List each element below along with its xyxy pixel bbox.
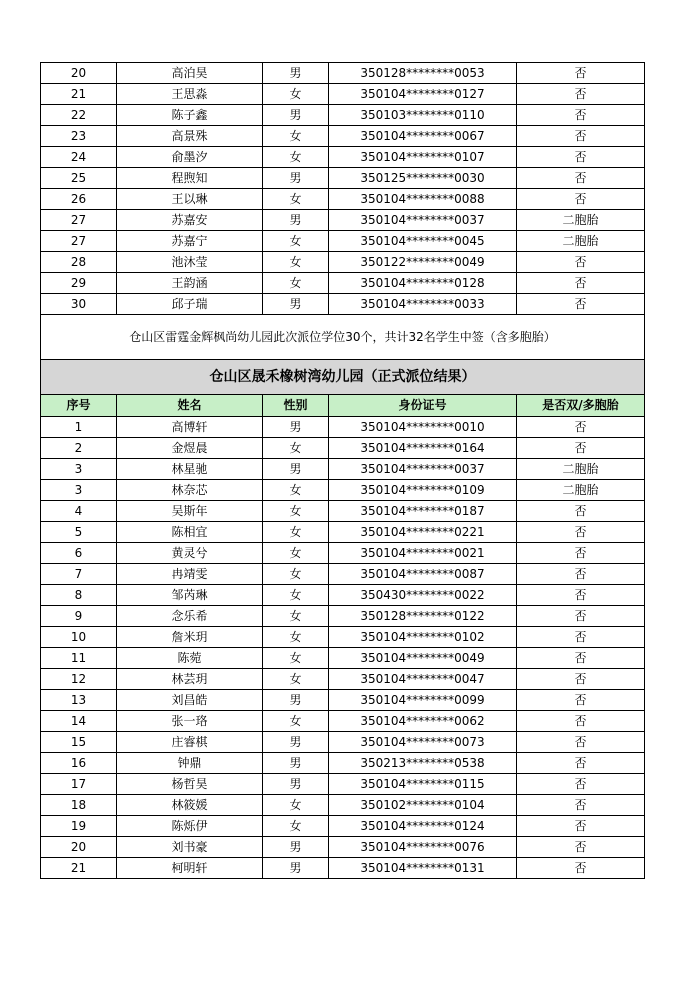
cell-seq: 4 <box>41 501 117 522</box>
cell-id: 350213********0538 <box>329 753 517 774</box>
cell-twins: 否 <box>517 147 645 168</box>
cell-id: 350104********0115 <box>329 774 517 795</box>
cell-twins: 否 <box>517 774 645 795</box>
cell-id: 350103********0110 <box>329 105 517 126</box>
cell-id: 350128********0053 <box>329 63 517 84</box>
cell-name: 陈相宜 <box>117 522 263 543</box>
cell-name: 林奈芯 <box>117 480 263 501</box>
cell-twins: 二胞胎 <box>517 459 645 480</box>
cell-twins: 否 <box>517 105 645 126</box>
cell-seq: 9 <box>41 606 117 627</box>
cell-name: 黄灵兮 <box>117 543 263 564</box>
table-row <box>41 837 645 858</box>
cell-twins: 否 <box>517 606 645 627</box>
results-table <box>40 62 645 879</box>
cell-gender: 女 <box>263 147 329 168</box>
cell-twins: 否 <box>517 273 645 294</box>
cell-seq: 3 <box>41 480 117 501</box>
table-row <box>41 210 645 231</box>
cell-name: 杨哲昊 <box>117 774 263 795</box>
cell-seq: 11 <box>41 648 117 669</box>
table-row <box>41 564 645 585</box>
cell-name: 王思淼 <box>117 84 263 105</box>
table-row <box>41 231 645 252</box>
table-row <box>41 795 645 816</box>
cell-id: 350104********0187 <box>329 501 517 522</box>
cell-seq: 2 <box>41 438 117 459</box>
section-title: 仓山区晟禾橡树湾幼儿园（正式派位结果） <box>41 360 645 395</box>
cell-twins: 否 <box>517 84 645 105</box>
cell-seq: 18 <box>41 795 117 816</box>
cell-seq: 23 <box>41 126 117 147</box>
cell-id: 350104********0037 <box>329 210 517 231</box>
cell-seq: 12 <box>41 669 117 690</box>
cell-id: 350102********0104 <box>329 795 517 816</box>
header-name: 姓名 <box>117 395 263 417</box>
table-row <box>41 627 645 648</box>
cell-name: 念乐希 <box>117 606 263 627</box>
cell-twins: 否 <box>517 126 645 147</box>
cell-id: 350104********0033 <box>329 294 517 315</box>
cell-seq: 26 <box>41 189 117 210</box>
cell-gender: 男 <box>263 168 329 189</box>
cell-name: 刘书豪 <box>117 837 263 858</box>
cell-seq: 30 <box>41 294 117 315</box>
table-row <box>41 147 645 168</box>
cell-seq: 1 <box>41 417 117 438</box>
cell-gender: 女 <box>263 711 329 732</box>
cell-twins: 否 <box>517 816 645 837</box>
table-row <box>41 480 645 501</box>
cell-gender: 女 <box>263 501 329 522</box>
cell-id: 350104********0109 <box>329 480 517 501</box>
header-row <box>41 395 645 417</box>
cell-name: 陈子鑫 <box>117 105 263 126</box>
cell-gender: 女 <box>263 273 329 294</box>
cell-twins: 否 <box>517 417 645 438</box>
cell-name: 苏嘉宁 <box>117 231 263 252</box>
cell-twins: 二胞胎 <box>517 480 645 501</box>
cell-name: 吴斯年 <box>117 501 263 522</box>
cell-gender: 女 <box>263 606 329 627</box>
cell-id: 350128********0122 <box>329 606 517 627</box>
cell-twins: 否 <box>517 837 645 858</box>
cell-gender: 男 <box>263 858 329 879</box>
cell-id: 350104********0047 <box>329 669 517 690</box>
cell-twins: 否 <box>517 858 645 879</box>
cell-twins: 否 <box>517 711 645 732</box>
cell-id: 350104********0073 <box>329 732 517 753</box>
cell-name: 邹芮琳 <box>117 585 263 606</box>
cell-gender: 男 <box>263 732 329 753</box>
cell-name: 邱子瑞 <box>117 294 263 315</box>
cell-twins: 否 <box>517 795 645 816</box>
cell-twins: 否 <box>517 543 645 564</box>
cell-gender: 女 <box>263 648 329 669</box>
cell-id: 350104********0037 <box>329 459 517 480</box>
table-row <box>41 168 645 189</box>
cell-id: 350430********0022 <box>329 585 517 606</box>
header-gender: 性别 <box>263 395 329 417</box>
prev-kindergarten-rows <box>41 63 645 315</box>
cell-twins: 二胞胎 <box>517 231 645 252</box>
cell-name: 金煜晨 <box>117 438 263 459</box>
cell-twins: 否 <box>517 63 645 84</box>
table-row <box>41 105 645 126</box>
cell-name: 苏嘉安 <box>117 210 263 231</box>
cell-twins: 否 <box>517 669 645 690</box>
cell-id: 350104********0088 <box>329 189 517 210</box>
table-row <box>41 606 645 627</box>
table-row <box>41 732 645 753</box>
cell-name: 林芸玥 <box>117 669 263 690</box>
cell-name: 柯明轩 <box>117 858 263 879</box>
cell-id: 350122********0049 <box>329 252 517 273</box>
cell-gender: 女 <box>263 231 329 252</box>
cell-gender: 女 <box>263 84 329 105</box>
header-id: 身份证号 <box>329 395 517 417</box>
cell-seq: 17 <box>41 774 117 795</box>
cell-name: 林星驰 <box>117 459 263 480</box>
cell-gender: 女 <box>263 669 329 690</box>
section-title-row <box>41 360 645 395</box>
cell-gender: 男 <box>263 294 329 315</box>
cell-gender: 男 <box>263 753 329 774</box>
cell-seq: 21 <box>41 858 117 879</box>
cell-id: 350104********0221 <box>329 522 517 543</box>
cell-gender: 男 <box>263 690 329 711</box>
cell-id: 350104********0124 <box>329 816 517 837</box>
cell-seq: 29 <box>41 273 117 294</box>
cell-name: 林筱媛 <box>117 795 263 816</box>
cell-gender: 女 <box>263 795 329 816</box>
cell-name: 陈烁伊 <box>117 816 263 837</box>
header-seq: 序号 <box>41 395 117 417</box>
cell-name: 高泊昊 <box>117 63 263 84</box>
cell-id: 350104********0102 <box>329 627 517 648</box>
cell-id: 350104********0087 <box>329 564 517 585</box>
cell-gender: 女 <box>263 438 329 459</box>
cell-gender: 男 <box>263 417 329 438</box>
cell-id: 350104********0099 <box>329 690 517 711</box>
table-row <box>41 273 645 294</box>
cell-twins: 否 <box>517 627 645 648</box>
cell-name: 池沐莹 <box>117 252 263 273</box>
cell-gender: 女 <box>263 816 329 837</box>
cell-id: 350104********0128 <box>329 273 517 294</box>
cell-seq: 16 <box>41 753 117 774</box>
cell-seq: 20 <box>41 837 117 858</box>
cell-name: 王韵涵 <box>117 273 263 294</box>
cell-twins: 否 <box>517 168 645 189</box>
cell-gender: 女 <box>263 564 329 585</box>
table-row <box>41 63 645 84</box>
cell-twins: 否 <box>517 732 645 753</box>
cell-gender: 女 <box>263 126 329 147</box>
cell-id: 350104********0021 <box>329 543 517 564</box>
cell-twins: 否 <box>517 252 645 273</box>
cell-seq: 14 <box>41 711 117 732</box>
cell-name: 程煦知 <box>117 168 263 189</box>
table-row <box>41 774 645 795</box>
cell-gender: 女 <box>263 522 329 543</box>
cell-seq: 10 <box>41 627 117 648</box>
results-sheet <box>40 62 644 879</box>
cell-gender: 女 <box>263 480 329 501</box>
cell-seq: 8 <box>41 585 117 606</box>
cell-twins: 否 <box>517 294 645 315</box>
cell-twins: 否 <box>517 189 645 210</box>
table-row <box>41 294 645 315</box>
cell-seq: 6 <box>41 543 117 564</box>
cell-twins: 否 <box>517 564 645 585</box>
cell-name: 冉靖雯 <box>117 564 263 585</box>
table-row <box>41 585 645 606</box>
table-row <box>41 543 645 564</box>
cell-seq: 15 <box>41 732 117 753</box>
table-row <box>41 690 645 711</box>
cell-seq: 3 <box>41 459 117 480</box>
cell-gender: 女 <box>263 189 329 210</box>
cell-id: 350104********0127 <box>329 84 517 105</box>
cell-id: 350104********0076 <box>329 837 517 858</box>
table-row <box>41 459 645 480</box>
cell-seq: 19 <box>41 816 117 837</box>
cell-twins: 二胞胎 <box>517 210 645 231</box>
cell-seq: 28 <box>41 252 117 273</box>
cell-twins: 否 <box>517 438 645 459</box>
result-rows <box>41 417 645 879</box>
cell-seq: 22 <box>41 105 117 126</box>
cell-gender: 女 <box>263 585 329 606</box>
cell-seq: 7 <box>41 564 117 585</box>
table-row <box>41 252 645 273</box>
cell-id: 350104********0107 <box>329 147 517 168</box>
table-row <box>41 648 645 669</box>
cell-name: 陈菀 <box>117 648 263 669</box>
cell-id: 350104********0049 <box>329 648 517 669</box>
cell-name: 庄睿棋 <box>117 732 263 753</box>
cell-id: 350104********0045 <box>329 231 517 252</box>
table-row <box>41 858 645 879</box>
cell-id: 350104********0010 <box>329 417 517 438</box>
table-row <box>41 417 645 438</box>
table-row <box>41 711 645 732</box>
cell-gender: 男 <box>263 774 329 795</box>
cell-name: 刘昌皓 <box>117 690 263 711</box>
table-row <box>41 669 645 690</box>
cell-id: 350104********0067 <box>329 126 517 147</box>
cell-name: 俞墨汐 <box>117 147 263 168</box>
cell-gender: 男 <box>263 210 329 231</box>
cell-twins: 否 <box>517 501 645 522</box>
cell-seq: 5 <box>41 522 117 543</box>
table-row <box>41 189 645 210</box>
table-row <box>41 501 645 522</box>
cell-gender: 男 <box>263 63 329 84</box>
cell-name: 詹米玥 <box>117 627 263 648</box>
cell-twins: 否 <box>517 753 645 774</box>
cell-twins: 否 <box>517 522 645 543</box>
summary-note: 仓山区雷霆金辉枫尚幼儿园此次派位学位30个，共计32名学生中签（含多胞胎） <box>41 315 645 360</box>
cell-gender: 男 <box>263 459 329 480</box>
cell-seq: 20 <box>41 63 117 84</box>
cell-seq: 13 <box>41 690 117 711</box>
table-row <box>41 126 645 147</box>
cell-seq: 21 <box>41 84 117 105</box>
cell-twins: 否 <box>517 585 645 606</box>
summary-row <box>41 315 645 360</box>
table-row <box>41 522 645 543</box>
cell-twins: 否 <box>517 690 645 711</box>
cell-seq: 24 <box>41 147 117 168</box>
cell-id: 350104********0062 <box>329 711 517 732</box>
cell-gender: 女 <box>263 252 329 273</box>
cell-seq: 27 <box>41 231 117 252</box>
cell-gender: 女 <box>263 543 329 564</box>
cell-gender: 女 <box>263 627 329 648</box>
cell-id: 350104********0131 <box>329 858 517 879</box>
table-row <box>41 84 645 105</box>
cell-twins: 否 <box>517 648 645 669</box>
cell-name: 钟鼎 <box>117 753 263 774</box>
cell-seq: 27 <box>41 210 117 231</box>
cell-gender: 男 <box>263 105 329 126</box>
cell-name: 高博轩 <box>117 417 263 438</box>
cell-id: 350125********0030 <box>329 168 517 189</box>
cell-gender: 男 <box>263 837 329 858</box>
cell-name: 王以琳 <box>117 189 263 210</box>
header-twins: 是否双/多胞胎 <box>517 395 645 417</box>
table-row <box>41 753 645 774</box>
table-row <box>41 438 645 459</box>
cell-name: 高景殊 <box>117 126 263 147</box>
cell-seq: 25 <box>41 168 117 189</box>
cell-name: 张一珞 <box>117 711 263 732</box>
table-row <box>41 816 645 837</box>
cell-id: 350104********0164 <box>329 438 517 459</box>
